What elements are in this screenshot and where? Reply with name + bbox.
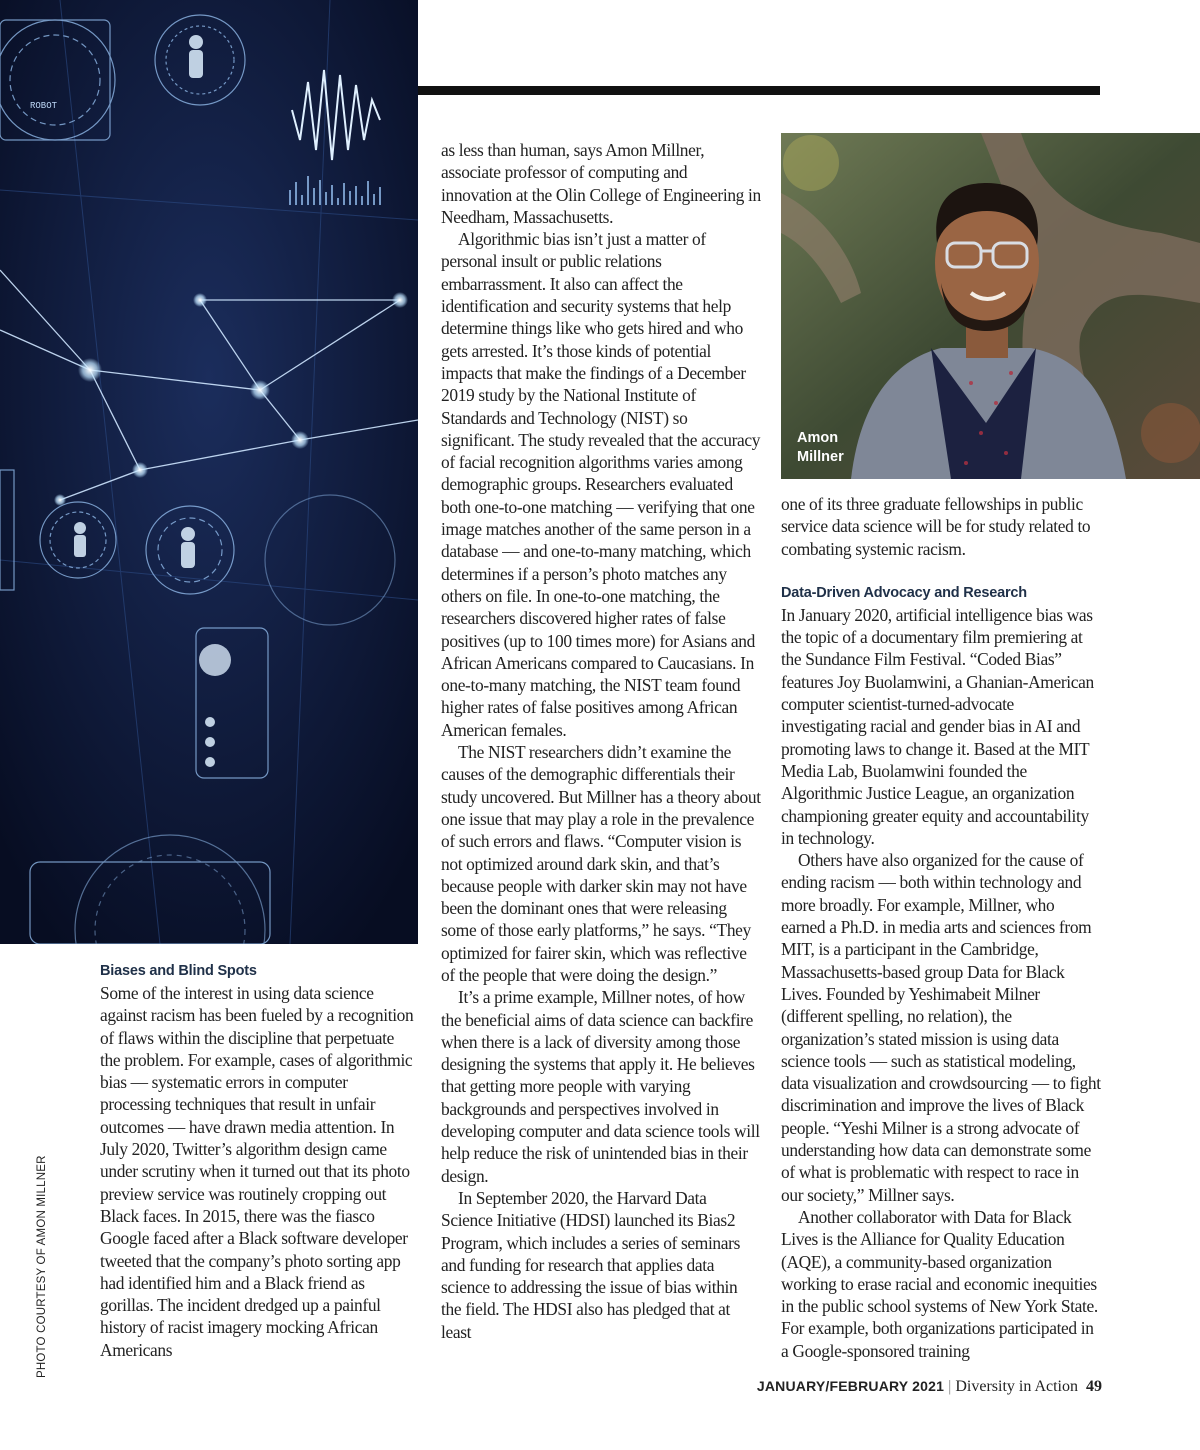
- body-paragraph: Others have also organized for the cause of ending racism — both within technology and more broadly. For example, Millner, who earned a Ph.D. in media arts and sciences from MIT, is a participant in the Cambridge, Massachusetts-based group Data for Black Lives. Founded by Yeshimabeit Milner (different spelling, no relation), the organization’s stated mission is using data science tools — such as statistical modeling, data visualization and crowdsourcing — to fight discrimination and improve the lives of Black people. “Yeshi Milner is a strong advocate of understanding how data can demonstrate some of what is problematic with respect to race in our society,” Millner says.: [781, 850, 1101, 1205]
- column-3: [781, 493, 1101, 1362]
- body-paragraph: The NIST researchers didn’t examine the causes of the demographic differentials their study uncovered. But Millner has a theory about one issue that may play a role in the prevalence of such errors and flaws. “Computer vision is not optimized around dark skin, and that’s because people with darker skin may not have been the dominant ones that were releasing some of those early platforms,” he says. “They optimized for fairer skin, which was reflective of the people that were doing the design.”: [441, 742, 761, 985]
- issue-date: JANUARY/FEBRUARY 2021: [756, 1378, 945, 1394]
- column-1: [100, 960, 418, 1361]
- section-heading-biases: Biases and Blind Spots: [100, 963, 257, 979]
- portrait-photo: [781, 133, 1200, 479]
- photo-credit: PHOTO COURTESY OF AMON MILLNER: [36, 1155, 48, 1378]
- body-paragraph: It’s a prime example, Millner notes, of how the beneficial aims of data science can backfire when there is a lack of diversity among those designing the systems that apply it. He believes that getting more people with varying backgrounds and perspectives involved in developing computer and data science tools will help reduce the risk of unintended bias in their design.: [441, 987, 760, 1186]
- column-2: [441, 139, 761, 1343]
- portrait-illustration: [781, 133, 1200, 479]
- caption-line: Amon: [797, 430, 839, 446]
- body-paragraph: Another collaborator with Data for Black Lives is the Alliance for Quality Education (AQE), a community-based organization working to erase racial and economic inequities in the public school systems of New York State. For example, both organizations participated in a Google-sponsored training: [781, 1206, 1098, 1361]
- body-paragraph: In January 2020, artificial intelligence bias was the topic of a documentary film premiering at the Sundance Film Festival. “Coded Bias” features Joy Buolamwini, a Ghanian-American computer scientist-turned-advocate investigating racial and gender bias in AI and promoting laws to change it. Based at the MIT Media Lab, Buolamwini founded the Algorithmic Justice League, an organization championing greater equity and accountability in technology.: [781, 604, 1094, 848]
- hud-network-graphic: [0, 0, 418, 944]
- body-paragraph: In September 2020, the Harvard Data Science Initiative (HDSI) launched its Bias2 Program, which includes a series of seminars and funding for research that applies data science to addressing the issue of bias within the field. The HDSI also has pledged that at least: [441, 1187, 740, 1342]
- page-footer: [757, 1378, 1102, 1396]
- svg-text:ROBOT: ROBOT: [30, 101, 58, 111]
- page-number: 49: [1086, 1378, 1102, 1395]
- photo-caption: [797, 429, 844, 467]
- caption-line: Millner: [797, 449, 844, 465]
- body-paragraph: one of its three graduate fellowships in public service data science will be for study related to combating systemic racism.: [781, 494, 1091, 559]
- section-heading-advocacy: Data-Driven Advocacy and Research: [781, 584, 1027, 601]
- magazine-name: Diversity in Action: [955, 1378, 1078, 1395]
- hero-illustration: [0, 0, 418, 944]
- body-paragraph: Algorithmic bias isn’t just a matter of personal insult or public relations embarrassment. It also can affect the identification and security systems that help determine things like who gets hired and who gets arrested. It’s those kinds of potential impacts that make the findings of a December 2019 study by the National Institute of Standards and Technology (NIST) so significant. The study revealed that the accuracy of facial recognition algorithms varies among demographic groups. Researchers evaluated both one-to-one matching — verifying that one image matches another of the same person in a database — and one-to-many matching, which determines if a person’s photo matches any others on file. In one-to-one matching, the researchers discovered higher rates of false positives (up to 100 times more) for Asians and African Americans compared to Caucasians. In one-to-many matching, the NIST team found higher rates of false positives among African American females.: [441, 229, 761, 740]
- body-paragraph: Some of the interest in using data science against racism has been fueled by a recognition of flaws within the discipline that perpetuate the problem. For example, cases of algorithmic bias — systematic errors in computer processing techniques that result in unfair outcomes — have drawn media attention. In July 2020, Twitter’s algorithm design came under scrutiny when it turned out that its photo preview service was routinely cropping out Black faces. In 2015, there was the fiasco Google faced after a Black software developer tweeted that the company’s photo sorting app had identified him and a Black friend as gorillas. The incident dredged up a painful history of racist imagery mocking African Americans: [100, 983, 414, 1360]
- body-paragraph: as less than human, says Amon Millner, associate professor of computing and innovation at the Olin College of Engineering in Needham, Massachusetts.: [441, 140, 761, 227]
- footer-separator: |: [948, 1378, 952, 1395]
- header-rule: [418, 86, 1100, 95]
